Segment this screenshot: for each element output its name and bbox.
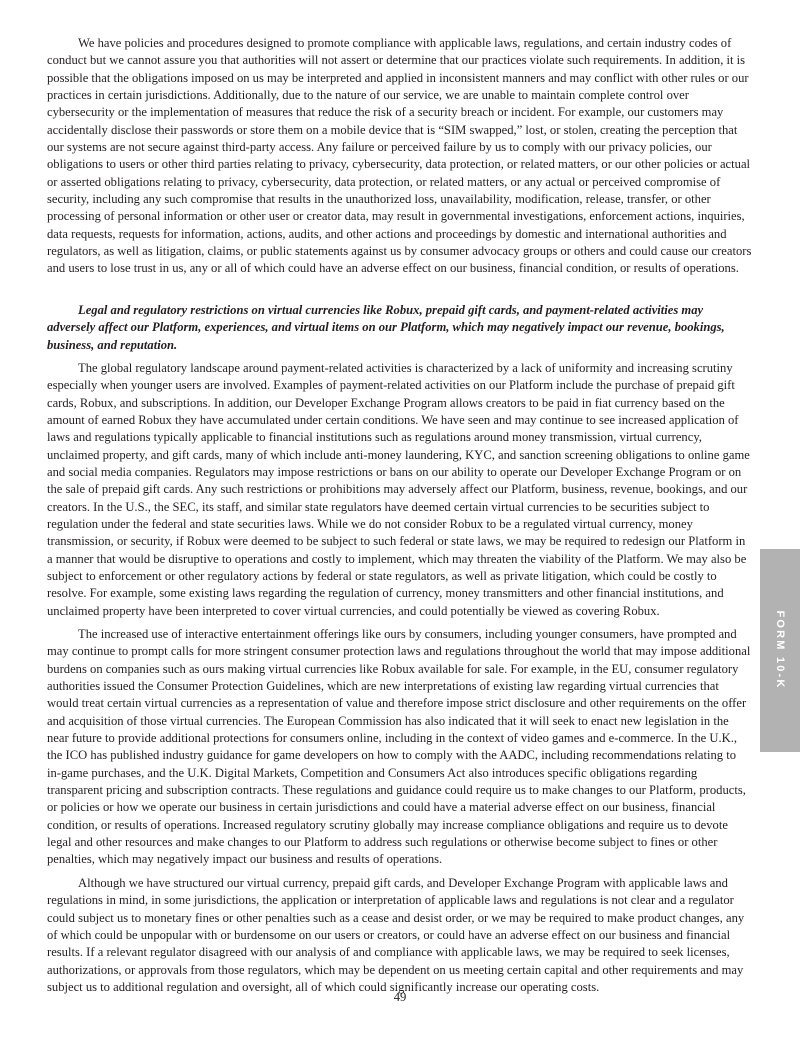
form-10k-side-tab — [760, 549, 800, 752]
side-tab-label: FORM 10-K — [774, 610, 786, 690]
paragraph-privacy-compliance: We have policies and procedures designed to promote compliance with applicable laws, regulations, and certain industry codes of conduct but we cannot assure you that authorities will not assert or determine that our practices violate such requirements. In addition, it is possible that the obligations imposed on us may be interpreted and applied in inconsistent manners and may conflict with other rules or our practices in certain jurisdictions. Additionally, due to the nature of our service, we are unable to maintain complete control over cybersecurity or the implementation of measures that reduce the risk of a security breach or incident. For example, our customers may accidentally disclose their passwords or store them on a mobile device that is “SIM swapped,” lost, or stolen, creating the perception that our systems are not secure against third-party access. Any failure or perceived failure by us to comply with our privacy policies, our obligations to users or other third parties relating to privacy, cybersecurity, data protection, or related matters, or our other policies or actual or asserted obligations relating to privacy, cybersecurity, data protection, or related matters, or any actual or perceived compromise of security, including any such compromise that results in the unauthorized loss, unavailability, modification, release, transfer, or other processing of personal information or other user or creator data, may result in governmental investigations, enforcement actions, inquiries, data requests, requests for information, actions, audits, and other actions and proceedings by domestic and international authorities and regulators, as well as litigation, claims, or public statements against us by consumer advocacy groups or others and could cause our creators and users to lose trust in us, any or all of which could have an adverse effect on our business, financial condition, or results of operations. — [47, 36, 752, 276]
page-body — [47, 35, 753, 996]
paragraph-developer-exchange: Although we have structured our virtual currency, prepaid gift cards, and Developer Exchange Program with applicable laws and regulations in mind, in some jurisdictions, the application or interpretation of applicable laws and regulations is not clear and a regulator could subject us to monetary fines or other penalties such as a cease and desist order, or we may be required to make product changes, any of which could be unpopular with or burdensome on our users or creators, or could have an adverse effect on our business and financial results. If a relevant regulator disagreed with our analysis of and compliance with applicable laws, we may be required to seek licenses, authorizations, or approvals from those regulators, which may be dependent on us meeting certain capital and other requirements and may subject us to additional regulation and oversight, all of which could significantly increase our operating costs. — [47, 875, 745, 994]
paragraph-regulatory-landscape: The global regulatory landscape around payment-related activities is characterized by a lack of uniformity and increasing scrutiny especially when younger users are involved. Examples of payment-related activities on our Platform include the purchase of prepaid gift cards, Robux, and subscriptions. In addition, our Developer Exchange Program allows creators to be paid in fiat currency based on the amount of earned Robux they have accumulated under certain conditions. We have seen and may continue to see increased application of laws and regulations typically applicable to financial institutions such as regulations around money transmission, virtual currency, unclaimed property, and gift cards, many of which include anti-money laundering, KYC, and sanction screening obligations to online game and social media companies. Regulators may impose restrictions or bans on our ability to operate our Developer Exchange Program or on the sale of prepaid gift cards. Any such restrictions or prohibitions may adversely affect our Platform, business, revenue, bookings, and our creators. In the U.S., the SEC, its staff, and similar state regulators have deemed certain virtual currencies to be securities subject to regulation under the federal and state securities laws. While we do not consider Robux to be a regulated virtual currency, money transmission, or security, if Robux were deemed to be subject to such federal or state laws, we may be required to redesign our Platform in a manner that would be disruptive to operations and costly to implement, which may threaten the viability of the Platform. We may also be subject to enforcement or other regulatory actions by federal or state regulators, as well as private litigation, which could be costly to resolve. For example, some existing laws regarding the regulation of currency, money transmitters and other financial institutions, and unclaimed property have been interpreted to cover virtual currencies, and could potentially be viewed as covering Robux. — [47, 360, 750, 618]
page-number: 49 — [393, 990, 407, 1004]
risk-factor-heading: Legal and regulatory restrictions on virtual currencies like Robux, prepaid gift cards, and payment-related activities may adversely affect our Platform, experiences, and virtual items on our Platform, which may negatively impact our revenue, bookings, business, and reputation. — [47, 302, 725, 352]
paragraph-consumer-protection: The increased use of interactive entertainment offerings like ours by consumers, including younger consumers, have prompted and may continue to prompt calls for more stringent consumer protection laws and regulations throughout the world that may impose additional burdens on companies such as ours making virtual currencies like Robux available for sale. For example, in the EU, consumer regulatory authorities issued the Consumer Protection Guidelines, which are new interpretations of existing law regarding virtual currencies that would treat certain virtual currencies as a representation of value and therefore impose strict disclosure and other requirements on the offer and acquisition of those virtual currencies. The European Commission has also indicated that it will seek to enact new legislation in the near future to provide additional protections for consumers online, including in the context of video games and e-commerce. In the U.K., the ICO has published industry guidance for game developers on how to comply with the AADC, including recommendations relating to in-game purchases, and the U.K. Digital Markets, Competition and Consumers Act also introduces specific obligations regarding transparent pricing and subscription contracts. These regulations and guidance could require us to make changes to our Platform, products, or policies or how we operate our business in certain jurisdictions and could have a material adverse effect on our business, financial condition, or results of operations. Increased regulatory scrutiny globally may increase compliance obligations and require us to devote legal and other resources and make changes to our Platform to address such regulations or otherwise become subject to fines or other penalties, which may negatively impact our business and results of operations. — [47, 627, 751, 867]
